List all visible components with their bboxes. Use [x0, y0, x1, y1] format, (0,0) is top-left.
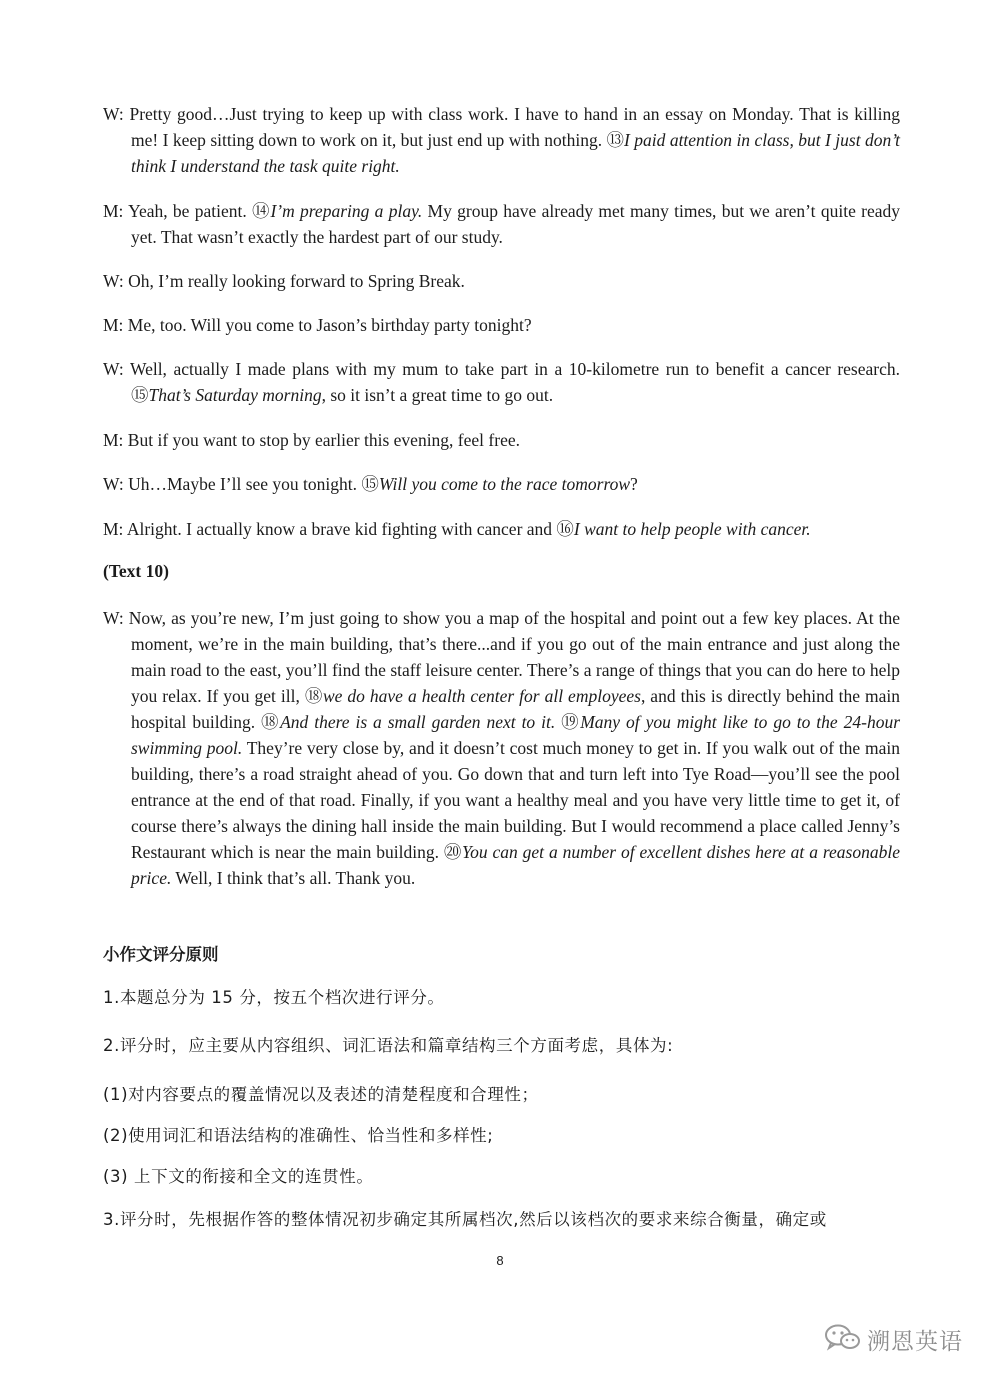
scoring-item: 3.评分时，先根据作答的整体情况初步确定其所属档次,然后以该档次的要求来综合衡量，确定或 — [103, 1210, 827, 1229]
wechat-icon — [823, 1322, 861, 1357]
scoring-item: (1)对内容要点的覆盖情况以及表述的清楚程度和合理性； — [103, 1085, 539, 1104]
dialogue-w1: W: Pretty good…Just trying to keep up with class work. I have to hand in an essay on Monday. That is killing me! I keep sitting down to work on it, but just end up with nothing. ⑬I paid attention in class, but I just don’t think I understand the task quite right. — [103, 104, 900, 176]
dialogue-w4: W: Uh…Maybe I’ll see you tonight. ⑮Will you come to the race tomorrow? — [103, 474, 638, 494]
scoring-item: (2)使用词汇和语法结构的准确性、恰当性和多样性; — [103, 1126, 494, 1145]
text10-title: (Text 10) — [103, 561, 169, 581]
scoring-heading: 小作文评分原则 — [103, 945, 219, 964]
scoring-item: (3) 上下文的衔接和全文的连贯性。 — [103, 1167, 374, 1186]
page-number: 8 — [496, 1253, 504, 1268]
scoring-item: 2.评分时，应主要从内容组织、词汇语法和篇章结构三个方面考虑，具体为: — [103, 1036, 674, 1055]
watermark — [823, 1322, 963, 1357]
dialogue-w3: W: Well, actually I made plans with my mum to take part in a 10-kilometre run to benefit a cancer research. ⑮That’s Saturday morning, so it isn’t a great time to go out. — [103, 359, 900, 405]
scoring-item: 1.本题总分为 15 分，按五个档次进行评分。 — [103, 988, 445, 1007]
dialogue-m3: M: But if you want to stop by earlier this evening, feel free. — [103, 430, 520, 450]
dialogue-m2: M: Me, too. Will you come to Jason’s birthday party tonight? — [103, 315, 532, 335]
dialogue-m4: M: Alright. I actually know a brave kid fighting with cancer and ⑯I want to help people with cancer. — [103, 519, 811, 539]
watermark-text: 溯恩英语 — [867, 1329, 963, 1355]
dialogue-w2: W: Oh, I’m really looking forward to Spring Break. — [103, 271, 465, 291]
text10-monologue: W: Now, as you’re new, I’m just going to show you a map of the hospital and point out a few key places. At the moment, we’re in the main building, that’s there...and if you go out of the main entrance and just along the main road to the east, you’ll find the staff leisure center. There’s a range of things that you can do here to help you relax. If you get ill, ⑱we do have a health center for all employees, and this is directly behind the main hospital building. ⑱And there is a small garden next to it. ⑲Many of you might like to go to the 24-hour swimming pool. They’re very close by, and it doesn’t cost much money to get in. If you walk out of the main building, there’s a road straight ahead of you. Go down that and turn left into Tye Road—you’ll see the pool entrance at the end of that road. Finally, if you want a healthy meal and you have very little time to get it, of course there’s always the dining hall inside the main building. But I would recommend a place called Jenny’s Restaurant which is near the main building. ⑳You can get a number of excellent dishes here at a reasonable price. Well, I think that’s all. Thank you. — [103, 608, 901, 888]
dialogue-m1: M: Yeah, be patient. ⑭I’m preparing a play. My group have already met many times, but we aren’t quite ready yet. That wasn’t exactly the hardest part of our study. — [103, 201, 900, 247]
